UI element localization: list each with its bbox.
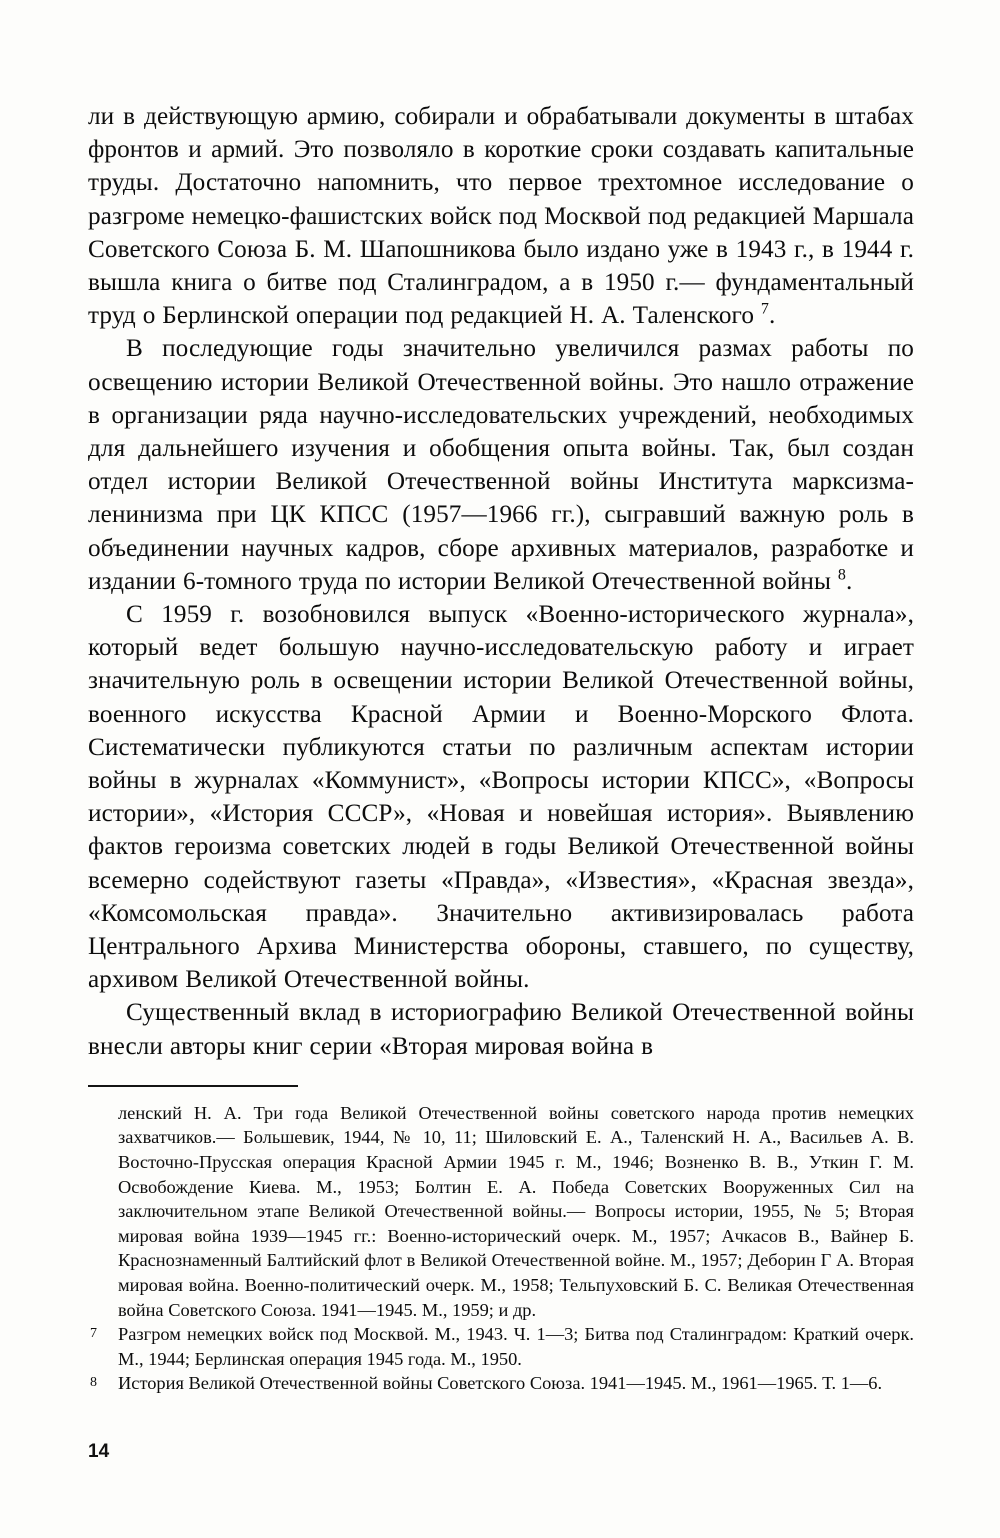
paragraph-3: С 1959 г. возобновился выпуск «Военно-исторического журнала», который ведет большую научно-исследовательскую работу и играет значительную роль в освещении истории Великой Отечественной войны, военного искусства Красной Армии и Военно-Морского Флота. Систематически публикуются статьи по различным аспектам истории войны в журналах «Коммунист», «Вопросы истории КПСС», «Вопросы истории», «История СССР», «Новая и новейшая история». Выявлению фактов героизма советских людей в годы Великой Отечественной войны всемерно содействуют газеты «Правда», «Известия», «Красная звезда», «Комсомольская правда». Значительно активизировалась работа Центрального Архива Министерства обороны, ставшего, по существу, архивом Великой Отечественной войны. xyxy=(88,601,914,994)
footnote-continuation xyxy=(88,1101,914,1322)
footnote-ref-7: 7 xyxy=(760,300,770,318)
footnote-continuation-text: ленский Н. А. Три года Великой Отечественной войны советского народа против немецких захватчиков.— Большевик, 1944, № 10, 11; Шиловский Е. А., Таленский Н. А., Васильев А. В. Восточно-Прусская операция Красной Армии 1945 г. М., 1946; Возненко В. В., Уткин Г. М. Освобождение Киева. М., 1953; Болтин Е. А. Победа Советских Вооруженных Сил на заключительном этапе Великой Отечественной войны.— Вопросы истории, 1955, № 5; Вторая мировая война 1939—1945 гг.: Военно-исторический очерк. М., 1957; Ачкасов В., Вайнер Б. Краснознаменный Балтийский флот в Великой Отечественной войне. М., 1957; Деборин Г А. Вторая мировая война. Военно-политический очерк. М., 1958; Тельпуховский Б. С. Великая Отечественная война Советского Союза. 1941—1945. М., 1959; и др. xyxy=(118,1102,914,1320)
page-content xyxy=(88,100,914,1396)
footnote-7-text: Разгром немецких войск под Москвой. М., 1943. Ч. 1—3; Битва под Сталинградом: Краткий очерк. М., 1944; Берлинская операция 1945 года. М., 1950. xyxy=(118,1324,914,1369)
footnote-separator xyxy=(88,1085,298,1087)
footnote-7 xyxy=(88,1322,914,1371)
paragraph-1: ли в действующую армию, собирали и обрабатывали документы в штабах фронтов и армий. Это позволяло в короткие сроки создавать капитальные труды. Достаточно напомнить, что первое трехтомное исследование о разгроме немецко-фашистских войск под Москвой под редакцией Маршала Советского Союза Б. М. Шапошникова было издано уже в 1943 г., в 1944 г. вышла книга о битве под Сталинградом, а в 1950 г.— фундаментальный труд о Берлинской операции под редакцией Н. А. Таленского $^7$. xyxy=(88,103,914,330)
paragraph-1-text: ли в действующую армию, собирали и обрабатывали документы в штабах фронтов и армий. Это позволяло в короткие сроки создавать капитальные труды. Достаточно напомнить, что первое трехтомное исследование о разгроме немецко-фашистских войск под Москвой под редакцией Маршала Советского Союза Б. М. Шапошникова было издано уже в 1943 г., в 1944 г. вышла книга о битве под Сталинградом, а в 1950 г.— фундаментальный труд о Берлинской операции под редакцией Н. А. Таленского xyxy=(88,103,914,330)
footnote-8-marker: 8 xyxy=(90,1375,97,1391)
paragraph-2: В последующие годы значительно увеличился размах работы по освещению истории Великой Отечественной войны. Это нашло отражение в организации ряда научно-исследовательских учреждений, необходимых для дальнейшего изучения и обобщения опыта войны. Так, был создан отдел истории Великой Отечественной войны Института марксизма-ленинизма при ЦК КПСС (1957—1966 гг.), сыгравший важную роль в объединении научных кадров, сборе архивных материалов, разработке и издании 6-томного труда по истории Великой Отечественной войны $^8$. xyxy=(88,335,914,595)
paragraph-2-text: В последующие годы значительно увеличился размах работы по освещению истории Великой Отечественной войны. Это нашло отражение в организации ряда научно-исследовательских учреждений, необходимых для дальнейшего изучения и обобщения опыта войны. Так, был создан отдел истории Великой Отечественной войны Института марксизма-ленинизма при ЦК КПСС (1957—1966 гг.), сыгравший важную роль в объединении научных кадров, сборе архивных материалов, разработке и издании 6-томного труда по истории Великой Отечественной войны xyxy=(88,335,914,595)
footnote-ref-8: 8 xyxy=(837,566,847,584)
body-text xyxy=(88,100,914,1063)
footnote-8-text: История Великой Отечественной войны Советского Союза. 1941—1945. М., 1961—1965. Т. 1—6. xyxy=(118,1373,883,1394)
footnote-7-marker: 7 xyxy=(90,1326,97,1342)
page-number: 14 xyxy=(88,1441,110,1462)
footnotes-block xyxy=(88,1101,914,1396)
footnote-8 xyxy=(88,1371,914,1396)
paragraph-4: Существенный вклад в историографию Великой Отечественной войны внесли авторы книг серии «Вторая мировая война в xyxy=(88,999,914,1060)
